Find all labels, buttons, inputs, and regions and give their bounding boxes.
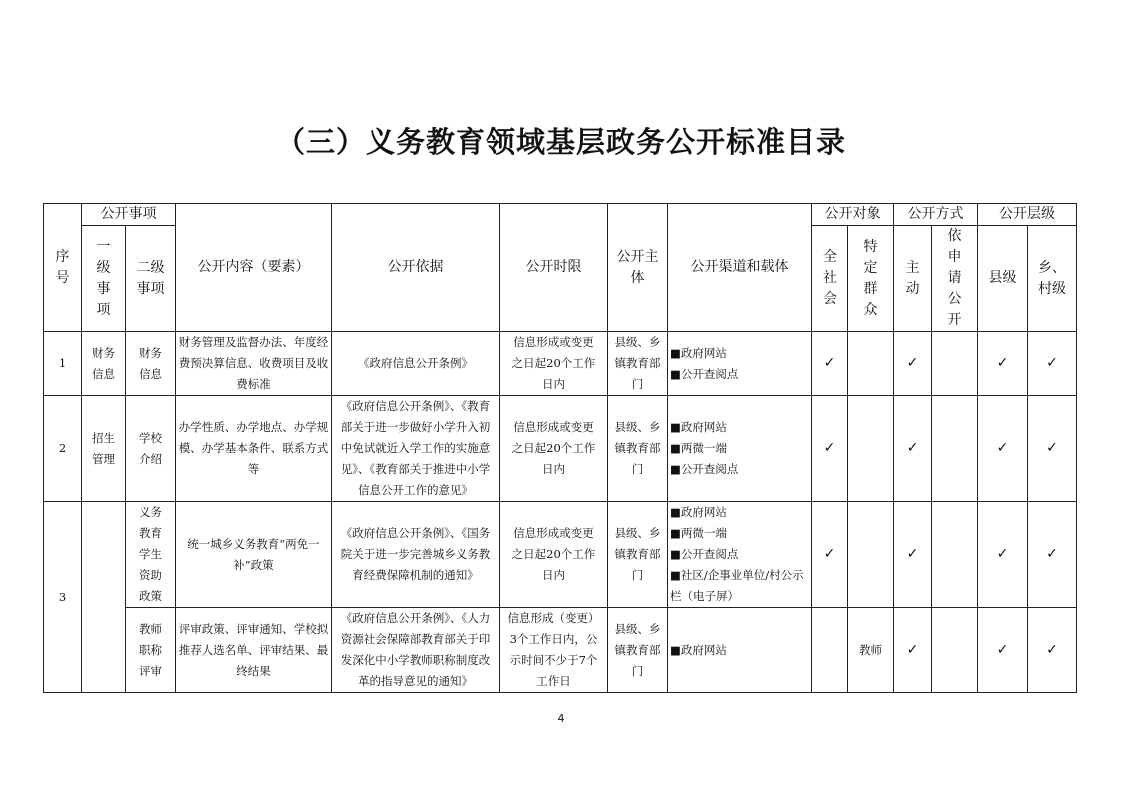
channel-item: ■公开查阅点 — [670, 462, 739, 476]
cell-subject: 县级、乡镇教育部门 — [608, 608, 668, 693]
cell-content: 财务管理及监督办法、年度经费预决算信息、收费项目及收费标准 — [176, 332, 332, 396]
cell-on-request — [932, 332, 978, 396]
cell-content: 办学性质、办学地点、办学规模、办学基本条件、联系方式等 — [176, 396, 332, 502]
header-matters-group: 公开事项 — [82, 204, 176, 226]
cell-content: 评审政策、评审通知、学校拟推荐人选名单、评审结果、最终结果 — [176, 608, 332, 693]
header-on-request: 依申请公开 — [932, 226, 978, 332]
cell-level2: 义务教育学生资助政策 — [126, 502, 176, 608]
table-row — [44, 502, 1077, 608]
cell-specific-group — [848, 396, 894, 502]
cell-level2: 学校介绍 — [126, 396, 176, 502]
check-mark-icon: ✓ — [1028, 608, 1077, 693]
table-row — [44, 608, 1077, 693]
cell-channels — [668, 608, 812, 693]
check-mark-icon: ✓ — [894, 396, 932, 502]
check-mark-icon: ✓ — [978, 332, 1028, 396]
cell-basis: 《政府信息公开条例》、《教育部关于进一步做好小学升入初中免试就近入学工作的实施意见》、《教育部关于推进中小学信息公开工作的意见》 — [332, 396, 500, 502]
check-mark-icon: ✓ — [978, 608, 1028, 693]
channel-item: ■政府网站 — [670, 345, 727, 360]
channel-item: ■两微一端 — [670, 441, 727, 455]
catalog-table — [43, 203, 1077, 693]
cell-subject: 县级、乡镇教育部门 — [608, 332, 668, 396]
header-level-group: 公开层级 — [978, 204, 1077, 226]
cell-basis: 《政府信息公开条例》 — [332, 332, 500, 396]
cell-specific-group: 教师 — [848, 608, 894, 693]
cell-level1 — [82, 502, 126, 693]
header-content: 公开内容（要素） — [176, 204, 332, 332]
check-mark-icon: ✓ — [1028, 502, 1077, 608]
cell-on-request — [932, 396, 978, 502]
cell-basis: 《政府信息公开条例》、《人力资源社会保障部教育部关于印发深化中小学教师职称制度改革的指导意见的通知》 — [332, 608, 500, 693]
page-title: （三）义务教育领域基层政务公开标准目录 — [275, 125, 846, 159]
cell-content: 统一城乡义务教育“两免一补”政策 — [176, 502, 332, 608]
cell-on-request — [932, 608, 978, 693]
header-basis: 公开依据 — [332, 204, 500, 332]
check-mark-icon: ✓ — [1028, 396, 1077, 502]
header-level1: 一级事项 — [82, 226, 126, 332]
cell-time-limit: 信息形成或变更之日起20个工作日内 — [500, 396, 608, 502]
cell-channels — [668, 332, 812, 396]
check-mark-icon: ✓ — [812, 332, 848, 396]
header-channels: 公开渠道和载体 — [668, 204, 812, 332]
channel-item: ■两微一端 — [670, 526, 727, 540]
header-specific-group: 特定群众 — [848, 226, 894, 332]
cell-specific-group — [848, 502, 894, 608]
check-mark-icon: ✓ — [978, 502, 1028, 608]
cell-seq: 3 — [44, 502, 82, 693]
check-mark-icon: ✓ — [812, 502, 848, 608]
cell-seq: 1 — [44, 332, 82, 396]
cell-time-limit: 信息形成或变更之日起20个工作日内 — [500, 502, 608, 608]
cell-level1: 财务信息 — [82, 332, 126, 396]
header-active: 主动 — [894, 226, 932, 332]
cell-level2: 教师职称评审 — [126, 608, 176, 693]
check-mark-icon: ✓ — [812, 396, 848, 502]
cell-on-request — [932, 502, 978, 608]
check-mark-icon: ✓ — [894, 608, 932, 693]
cell-seq: 2 — [44, 396, 82, 502]
table-row — [44, 396, 1077, 502]
cell-subject: 县级、乡镇教育部门 — [608, 396, 668, 502]
cell-level2: 财务信息 — [126, 332, 176, 396]
cell-whole-society — [812, 608, 848, 693]
header-target-group: 公开对象 — [812, 204, 894, 226]
header-seq: 序号 — [44, 204, 82, 332]
header-subject: 公开主体 — [608, 204, 668, 332]
channel-item: ■政府网站 — [670, 642, 727, 657]
header-county: 县级 — [978, 226, 1028, 332]
channel-item: ■公开查阅点 — [670, 547, 739, 561]
check-mark-icon: ✓ — [894, 502, 932, 608]
channel-item: ■政府网站 — [670, 420, 727, 434]
cell-specific-group — [848, 332, 894, 396]
table-row — [44, 332, 1077, 396]
header-whole-society: 全社会 — [812, 226, 848, 332]
cell-basis: 《政府信息公开条例》、《国务院关于进一步完善城乡义务教育经费保障机制的通知》 — [332, 502, 500, 608]
page-number: 4 — [557, 712, 565, 725]
cell-level1: 招生管理 — [82, 396, 126, 502]
cell-time-limit: 信息形成或变更之日起20个工作日内 — [500, 332, 608, 396]
header-time-limit: 公开时限 — [500, 204, 608, 332]
cell-time-limit: 信息形成（变更）3个工作日内，公示时间不少于7个工作日 — [500, 608, 608, 693]
header-level2: 二级事项 — [126, 226, 176, 332]
check-mark-icon: ✓ — [978, 396, 1028, 502]
header-township-village: 乡、村级 — [1028, 226, 1077, 332]
cell-subject: 县级、乡镇教育部门 — [608, 502, 668, 608]
check-mark-icon: ✓ — [1028, 332, 1077, 396]
channel-item: ■公开查阅点 — [670, 366, 739, 381]
header-method-group: 公开方式 — [894, 204, 978, 226]
cell-channels — [668, 396, 812, 502]
check-mark-icon: ✓ — [894, 332, 932, 396]
cell-channels — [668, 502, 812, 608]
channel-item: ■社区/企事业单位/村公示栏（电子屏） — [670, 568, 804, 603]
channel-item: ■政府网站 — [670, 505, 727, 519]
